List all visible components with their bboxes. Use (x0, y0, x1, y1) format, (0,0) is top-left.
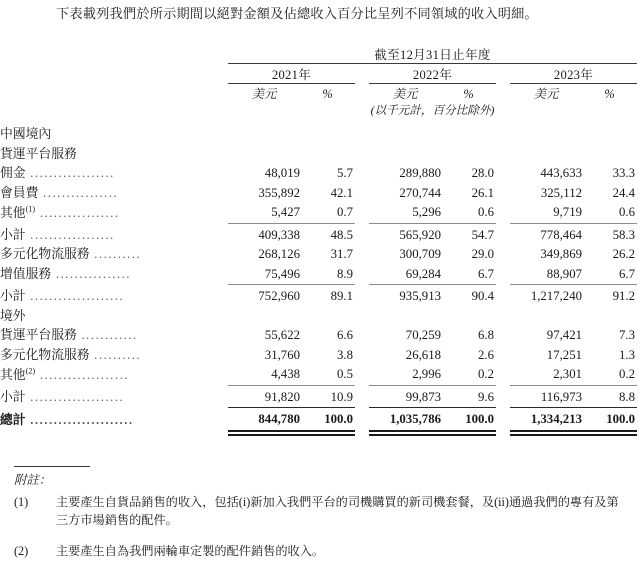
cell-percent: 6.7 (478, 266, 494, 281)
leader-dots: .......... (89, 347, 142, 362)
table-row (0, 385, 637, 408)
unit-note-pad-left (228, 102, 355, 118)
table-row (0, 245, 637, 265)
row-label (0, 285, 228, 307)
unit-note-row (0, 102, 637, 118)
double-rule-segment (369, 431, 441, 435)
column-gap (355, 265, 369, 285)
year-group-2022: 2022年 (369, 64, 496, 84)
table-row (0, 184, 637, 204)
row-label-text: 境外 (0, 308, 26, 323)
row-label (0, 164, 228, 184)
cell-percent: 6.6 (337, 328, 353, 342)
cell-usd: 48,019 (264, 166, 300, 180)
cell-percent: 5.7 (337, 166, 353, 180)
unit-header-gap-2 (496, 84, 510, 103)
column-gap (496, 326, 510, 346)
leader-dots: .................... (25, 289, 125, 303)
cell-usd: 289,880 (399, 166, 441, 180)
cell-percent: 0.7 (337, 205, 353, 219)
cell-percent: 48.5 (300, 223, 355, 245)
intro-paragraph: 下表載列我們於所示期間以絕對金額及佔總收入百分比呈列不同領域的收入明細。 (56, 6, 538, 21)
cell-usd: 325,112 (540, 185, 582, 200)
cell-percent: 100.0 (582, 408, 637, 431)
leader-dots: ................... (35, 367, 130, 382)
unit-header-usd-2023: 美元 (533, 87, 559, 101)
cell-usd: 270,744 (399, 185, 441, 200)
table-row (0, 326, 637, 346)
cell-percent: 28.0 (471, 166, 494, 180)
cell-usd (228, 145, 300, 165)
footnote-item (0, 494, 640, 529)
cell-usd: 55,622 (264, 328, 300, 342)
table-row (0, 265, 637, 285)
column-gap (496, 307, 510, 327)
cell-usd: 2,996 (412, 367, 441, 381)
leader-dots: ...................... (25, 413, 134, 427)
column-gap (355, 245, 369, 265)
column-gap (496, 164, 510, 184)
row-label-text: 增值服務 (0, 267, 52, 281)
cell-percent: 58.3 (582, 223, 637, 245)
row-label-text: 多元化物流服務 (0, 347, 90, 362)
leader-dots: ................ (38, 185, 119, 200)
table-row (0, 223, 637, 245)
row-label-text: 其他 (0, 205, 26, 220)
cell-percent: 26.1 (471, 185, 494, 200)
footnote-text: 主要產生自貨品銷售的收入，包括(i)新加入我們平台的司機購買的新司機套餐，及(ii)通過我們的專有及第三方市場銷售的配件。 (56, 495, 619, 527)
cell-usd (510, 145, 582, 165)
cell-usd: 752,960 (228, 285, 300, 307)
unit-note-blank-left (0, 102, 228, 118)
row-footnote-marker: (1) (25, 204, 36, 214)
row-label (0, 307, 228, 327)
year-group-row (0, 64, 637, 84)
row-footnote-marker: (2) (25, 366, 36, 376)
column-gap (355, 365, 369, 385)
cell-percent: 54.7 (441, 223, 496, 245)
column-gap (355, 408, 369, 431)
cell-usd: 268,126 (258, 247, 300, 261)
cell-usd: 4,438 (271, 367, 300, 381)
cell-percent: 0.6 (619, 205, 636, 219)
column-gap (355, 125, 369, 145)
cell-usd: 116,973 (510, 385, 582, 408)
cell-usd: 2,301 (553, 367, 582, 381)
leader-dots: .................. (25, 166, 115, 180)
cell-percent: 10.9 (300, 385, 355, 408)
row-label-text: 會員費 (0, 185, 39, 200)
cell-usd (369, 125, 441, 145)
unit-header-row (0, 84, 637, 103)
cell-percent: 100.0 (300, 408, 355, 431)
footnotes-divider (14, 466, 90, 467)
unit-header-gap-1 (355, 84, 369, 103)
row-label (0, 125, 228, 145)
period-header-label: 截至12月31日止年度 (228, 44, 637, 64)
column-gap (355, 164, 369, 184)
header-spacer-row (0, 118, 637, 125)
cell-usd (369, 307, 441, 327)
cell-usd: 844,780 (228, 408, 300, 431)
unit-header-pct-2023: % (604, 87, 615, 101)
column-gap (496, 408, 510, 431)
cell-percent: 6.7 (619, 266, 636, 281)
column-gap (355, 326, 369, 346)
unit-header-blank (0, 84, 228, 103)
unit-header-usd-2022: 美元 (392, 87, 418, 101)
cell-usd: 31,760 (264, 347, 300, 362)
cell-usd: 70,259 (405, 328, 441, 342)
double-rule-pad (0, 431, 228, 435)
row-label-text: 小計 (0, 289, 26, 303)
table-row (0, 365, 637, 385)
cell-usd: 97,421 (546, 328, 582, 342)
row-label (0, 385, 228, 408)
cell-percent: 91.2 (582, 285, 637, 307)
cell-percent: 9.6 (441, 385, 496, 408)
leader-dots: .................... (25, 390, 125, 404)
cell-percent: 89.1 (300, 285, 355, 307)
cell-percent: 8.9 (337, 266, 353, 281)
cell-usd: 565,920 (369, 223, 441, 245)
cell-percent: 1.3 (619, 347, 636, 362)
column-gap (355, 285, 369, 307)
column-gap (496, 245, 510, 265)
grand-total-double-rule (0, 431, 637, 435)
row-label-text: 佣金 (0, 166, 26, 180)
cell-percent: 26.2 (612, 247, 636, 261)
row-label-text: 小計 (0, 227, 26, 242)
table-row (0, 164, 637, 184)
double-rule-segment (228, 431, 300, 435)
cell-usd: 935,913 (369, 285, 441, 307)
double-rule-gap (496, 431, 510, 435)
cell-percent: 3.8 (337, 347, 353, 362)
footnote-marker: (2) (14, 544, 29, 558)
unit-note-label: (以千元計，百分比除外) (370, 104, 495, 117)
cell-percent: 8.8 (582, 385, 637, 408)
year-group-2023: 2023年 (510, 64, 637, 84)
row-label (0, 346, 228, 366)
double-rule-segment (582, 431, 637, 435)
cell-percent: 0.6 (478, 205, 494, 219)
cell-usd: 1,035,786 (369, 408, 441, 431)
cell-percent: 6.8 (478, 328, 494, 342)
row-label-text: 貨運平台服務 (0, 328, 77, 342)
cell-usd: 88,907 (546, 266, 582, 281)
footnote-marker: (1) (14, 495, 29, 509)
column-gap (496, 365, 510, 385)
table-row (0, 145, 637, 165)
cell-percent (300, 145, 355, 165)
table-row (0, 307, 637, 327)
unit-note-pad-right (510, 102, 637, 118)
row-label-text: 貨運平台服務 (0, 146, 77, 161)
cell-usd: 9,719 (553, 205, 582, 219)
cell-percent: 42.1 (330, 185, 353, 200)
year-group-blank (0, 64, 228, 84)
row-label (0, 184, 228, 204)
row-label-text: 多元化物流服務 (0, 247, 90, 261)
column-gap (355, 223, 369, 245)
cell-percent (300, 125, 355, 145)
row-label (0, 365, 228, 385)
cell-usd: 69,284 (405, 266, 441, 281)
row-label (0, 245, 228, 265)
cell-usd: 5,296 (412, 205, 441, 219)
cell-usd: 99,873 (369, 385, 441, 408)
cell-usd: 355,892 (258, 185, 300, 200)
cell-percent: 7.3 (619, 328, 636, 342)
cell-percent (582, 125, 637, 145)
cell-percent: 31.7 (330, 247, 353, 261)
column-gap (496, 265, 510, 285)
column-gap (496, 285, 510, 307)
cell-usd (510, 125, 582, 145)
cell-usd (369, 145, 441, 165)
year-group-gap-2 (496, 64, 510, 84)
cell-percent (441, 145, 496, 165)
leader-dots: ............ (76, 328, 138, 342)
leader-dots: .................. (25, 227, 115, 242)
cell-percent (300, 307, 355, 327)
cell-percent: 100.0 (441, 408, 496, 431)
row-label (0, 326, 228, 346)
cell-percent: 0.2 (619, 367, 636, 381)
cell-percent: 33.3 (612, 166, 636, 180)
unit-header-usd-2021: 美元 (251, 87, 277, 101)
cell-percent (441, 125, 496, 145)
row-label (0, 203, 228, 223)
column-gap (355, 307, 369, 327)
footnotes-title: 附註： (14, 473, 52, 487)
cell-percent: 24.4 (612, 185, 636, 200)
cell-usd: 409,338 (228, 223, 300, 245)
revenue-breakdown-table-wrapper (0, 44, 640, 436)
cell-percent (582, 145, 637, 165)
double-rule-segment (441, 431, 496, 435)
cell-percent (582, 307, 637, 327)
table-row (0, 203, 637, 223)
cell-usd: 1,334,213 (510, 408, 582, 431)
row-label (0, 265, 228, 285)
cell-usd: 75,496 (264, 266, 300, 281)
double-rule-gap (355, 431, 369, 435)
cell-percent: 2.6 (478, 347, 494, 362)
row-label-text: 小計 (0, 390, 26, 404)
cell-usd: 443,633 (540, 166, 582, 180)
column-gap (496, 385, 510, 408)
table-row (0, 346, 637, 366)
cell-usd (510, 307, 582, 327)
period-header-blank (0, 44, 228, 64)
table-body (0, 125, 637, 435)
cell-usd (228, 125, 300, 145)
unit-header-pct-2022: % (463, 87, 474, 101)
revenue-breakdown-table (0, 44, 637, 436)
table-header (0, 44, 637, 125)
column-gap (355, 346, 369, 366)
column-gap (496, 184, 510, 204)
column-gap (355, 145, 369, 165)
cell-usd: 349,869 (540, 247, 582, 261)
period-header-row (0, 44, 637, 64)
column-gap (496, 223, 510, 245)
cell-percent (441, 307, 496, 327)
cell-usd: 91,820 (228, 385, 300, 408)
column-gap (496, 125, 510, 145)
cell-usd: 778,464 (510, 223, 582, 245)
unit-header-pct-2021: % (322, 87, 333, 101)
table-row (0, 125, 637, 145)
cell-usd: 1,217,240 (510, 285, 582, 307)
row-label (0, 145, 228, 165)
leader-dots: ................. (35, 205, 120, 220)
cell-usd: 26,618 (405, 347, 441, 362)
row-label-text: 中國境內 (0, 127, 52, 141)
row-label-text: 其他 (0, 367, 26, 382)
cell-percent: 90.4 (441, 285, 496, 307)
column-gap (355, 203, 369, 223)
row-label (0, 223, 228, 245)
footnote-text: 主要產生自為我們兩輪車定製的配件銷售的收入。 (56, 544, 325, 558)
column-gap (496, 203, 510, 223)
cell-usd (228, 307, 300, 327)
table-row (0, 285, 637, 307)
column-gap (496, 145, 510, 165)
cell-usd: 17,251 (546, 347, 582, 362)
column-gap (355, 184, 369, 204)
double-rule-segment (510, 431, 582, 435)
footnotes-section (0, 466, 640, 561)
year-group-2021: 2021年 (228, 64, 355, 84)
unit-note-gap-1 (355, 102, 369, 118)
cell-percent: 0.2 (478, 367, 494, 381)
footnote-item (0, 543, 640, 561)
cell-usd: 300,709 (399, 247, 441, 261)
column-gap (496, 346, 510, 366)
double-rule-segment (300, 431, 355, 435)
year-group-gap-1 (355, 64, 369, 84)
cell-percent: 29.0 (471, 247, 494, 261)
cell-usd: 5,427 (271, 205, 300, 219)
row-label-text: 總計 (0, 413, 26, 427)
table-row (0, 408, 637, 431)
leader-dots: .......... (89, 247, 142, 261)
row-label (0, 408, 228, 431)
unit-note-gap-2 (496, 102, 510, 118)
column-gap (355, 385, 369, 408)
leader-dots: ................ (51, 267, 132, 281)
header-spacer-cell (0, 118, 637, 125)
cell-percent: 0.5 (337, 367, 353, 381)
